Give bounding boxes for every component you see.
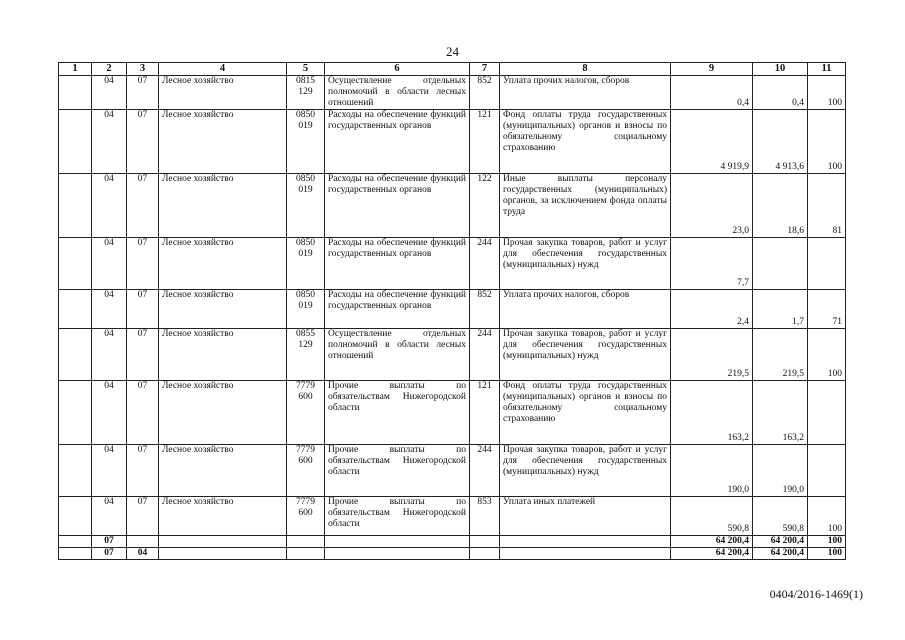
col-header: 3 [127, 63, 159, 76]
cell-target-article: 0850 019 [287, 174, 325, 238]
cell-section: 04 [92, 110, 127, 174]
cell-percent [808, 238, 846, 290]
cell-name: Лесное хозяйство [159, 76, 287, 110]
cell-name: Лесное хозяйство [159, 497, 287, 536]
cell-expense-name: Фонд оплаты труда государственных (муниципальных) органов и взносы по обязательному социальному страхованию [500, 110, 671, 174]
cell-empty [59, 76, 92, 110]
table-row [59, 445, 846, 497]
cell-percent: 81 [808, 174, 846, 238]
table-row [59, 110, 846, 174]
col-header: 7 [470, 63, 500, 76]
cell-expense-type: 121 [470, 110, 500, 174]
cell-section: 07 [92, 536, 127, 548]
cell-actual: 590,8 [753, 497, 808, 536]
cell-empty [470, 536, 500, 548]
cell-empty [59, 536, 92, 548]
cell-expense-type: 244 [470, 329, 500, 381]
cell-expense-name: Прочая закупка товаров, работ и услуг для обеспечения государственных (муниципальных) нужд [500, 238, 671, 290]
cell-expense-name: Уплата прочих налогов, сборов [500, 76, 671, 110]
cell-plan: 4 919,9 [671, 110, 753, 174]
cell-empty [59, 381, 92, 445]
cell-percent: 100 [808, 548, 846, 560]
cell-actual [753, 238, 808, 290]
cell-name: Лесное хозяйство [159, 238, 287, 290]
cell-plan: 219,5 [671, 329, 753, 381]
cell-subsection: 07 [127, 381, 159, 445]
cell-empty [325, 548, 470, 560]
cell-target-article: 7779 600 [287, 497, 325, 536]
cell-plan: 590,8 [671, 497, 753, 536]
col-header: 2 [92, 63, 127, 76]
cell-subsection: 07 [127, 110, 159, 174]
cell-plan: 64 200,4 [671, 536, 753, 548]
cell-name: Лесное хозяйство [159, 381, 287, 445]
cell-empty [325, 536, 470, 548]
cell-empty [287, 548, 325, 560]
cell-name: Лесное хозяйство [159, 329, 287, 381]
cell-section: 04 [92, 290, 127, 329]
cell-target-article: 7779 600 [287, 381, 325, 445]
cell-plan: 163,2 [671, 381, 753, 445]
cell-empty [59, 290, 92, 329]
cell-empty [59, 329, 92, 381]
col-header: 5 [287, 63, 325, 76]
cell-plan: 2,4 [671, 290, 753, 329]
total-row [59, 548, 846, 560]
cell-percent: 71 [808, 290, 846, 329]
col-header: 10 [753, 63, 808, 76]
cell-expense-type: 244 [470, 238, 500, 290]
cell-empty [470, 548, 500, 560]
cell-article-name: Осуществление отдельных полномочий в области лесных отношений [325, 329, 470, 381]
table-row [59, 329, 846, 381]
cell-percent: 100 [808, 497, 846, 536]
cell-section: 04 [92, 497, 127, 536]
cell-actual: 64 200,4 [753, 536, 808, 548]
cell-name: Лесное хозяйство [159, 290, 287, 329]
cell-plan: 190,0 [671, 445, 753, 497]
cell-expense-type: 853 [470, 497, 500, 536]
cell-empty [59, 548, 92, 560]
cell-expense-name: Прочая закупка товаров, работ и услуг для обеспечения государственных (муниципальных) нужд [500, 329, 671, 381]
col-header: 4 [159, 63, 287, 76]
cell-article-name: Прочие выплаты по обязательствам Нижегородской области [325, 445, 470, 497]
budget-table [58, 62, 846, 560]
cell-section: 04 [92, 76, 127, 110]
cell-empty [59, 238, 92, 290]
cell-article-name: Расходы на обеспечение функций государственных органов [325, 290, 470, 329]
col-header: 1 [59, 63, 92, 76]
cell-section: 04 [92, 381, 127, 445]
table-row [59, 497, 846, 536]
cell-target-article: 0850 019 [287, 290, 325, 329]
cell-article-name: Расходы на обеспечение функций государственных органов [325, 174, 470, 238]
cell-section: 04 [92, 174, 127, 238]
cell-subsection: 07 [127, 290, 159, 329]
table-row [59, 174, 846, 238]
cell-percent: 100 [808, 110, 846, 174]
cell-expense-type: 121 [470, 381, 500, 445]
cell-plan: 64 200,4 [671, 548, 753, 560]
cell-section: 04 [92, 445, 127, 497]
cell-actual: 64 200,4 [753, 548, 808, 560]
cell-empty [59, 497, 92, 536]
cell-subsection: 07 [127, 497, 159, 536]
cell-name: Лесное хозяйство [159, 445, 287, 497]
cell-plan: 7,7 [671, 238, 753, 290]
cell-section: 07 [92, 548, 127, 560]
cell-expense-type: 852 [470, 76, 500, 110]
cell-expense-type: 122 [470, 174, 500, 238]
cell-name: Лесное хозяйство [159, 110, 287, 174]
cell-target-article: 0815 129 [287, 76, 325, 110]
cell-percent: 100 [808, 536, 846, 548]
cell-target-article: 0850 019 [287, 238, 325, 290]
cell-expense-name: Прочая закупка товаров, работ и услуг для обеспечения государственных (муниципальных) нужд [500, 445, 671, 497]
cell-article-name: Расходы на обеспечение функций государственных органов [325, 238, 470, 290]
cell-empty [159, 548, 287, 560]
cell-empty [500, 536, 671, 548]
cell-expense-type: 852 [470, 290, 500, 329]
table-row [59, 238, 846, 290]
total-row [59, 536, 846, 548]
cell-percent [808, 445, 846, 497]
cell-target-article: 0855 129 [287, 329, 325, 381]
cell-percent: 100 [808, 329, 846, 381]
cell-section: 04 [92, 238, 127, 290]
col-header: 6 [325, 63, 470, 76]
cell-plan: 0,4 [671, 76, 753, 110]
cell-article-name: Расходы на обеспечение функций государственных органов [325, 110, 470, 174]
cell-actual: 4 913,6 [753, 110, 808, 174]
cell-section: 04 [92, 329, 127, 381]
cell-article-name: Прочие выплаты по обязательствам Нижегородской области [325, 381, 470, 445]
col-header: 11 [808, 63, 846, 76]
cell-empty [59, 445, 92, 497]
cell-subsection: 07 [127, 174, 159, 238]
header-row [59, 63, 846, 76]
cell-expense-name: Уплата иных платежей [500, 497, 671, 536]
cell-subsection: 07 [127, 445, 159, 497]
col-header: 8 [500, 63, 671, 76]
cell-plan: 23,0 [671, 174, 753, 238]
cell-empty [59, 174, 92, 238]
table-row [59, 381, 846, 445]
cell-empty [159, 536, 287, 548]
table-row [59, 290, 846, 329]
cell-target-article: 7779 600 [287, 445, 325, 497]
cell-expense-type: 244 [470, 445, 500, 497]
document-code: 0404/2016-1469(1) [769, 587, 863, 601]
cell-subsection: 07 [127, 329, 159, 381]
cell-percent [808, 381, 846, 445]
table-row [59, 76, 846, 110]
cell-actual: 1,7 [753, 290, 808, 329]
cell-percent: 100 [808, 76, 846, 110]
cell-target-article: 0850 019 [287, 110, 325, 174]
cell-name: Лесное хозяйство [159, 174, 287, 238]
cell-subsection: 04 [127, 548, 159, 560]
page-number: 24 [446, 44, 459, 59]
cell-actual: 219,5 [753, 329, 808, 381]
cell-actual: 163,2 [753, 381, 808, 445]
cell-expense-name: Уплата прочих налогов, сборов [500, 290, 671, 329]
cell-empty [59, 110, 92, 174]
cell-subsection: 07 [127, 76, 159, 110]
cell-empty [287, 536, 325, 548]
cell-actual: 0,4 [753, 76, 808, 110]
cell-actual: 18,6 [753, 174, 808, 238]
cell-empty [500, 548, 671, 560]
col-header: 9 [671, 63, 753, 76]
cell-expense-name: Иные выплаты персоналу государственных (муниципальных) органов, за исключением фонда оплаты труда [500, 174, 671, 238]
cell-subsection [127, 536, 159, 548]
cell-article-name: Прочие выплаты по обязательствам Нижегородской области [325, 497, 470, 536]
cell-article-name: Осуществление отдельных полномочий в области лесных отношений [325, 76, 470, 110]
cell-actual: 190,0 [753, 445, 808, 497]
cell-expense-name: Фонд оплаты труда государственных (муниципальных) органов и взносы по обязательному социальному страхованию [500, 381, 671, 445]
cell-subsection: 07 [127, 238, 159, 290]
